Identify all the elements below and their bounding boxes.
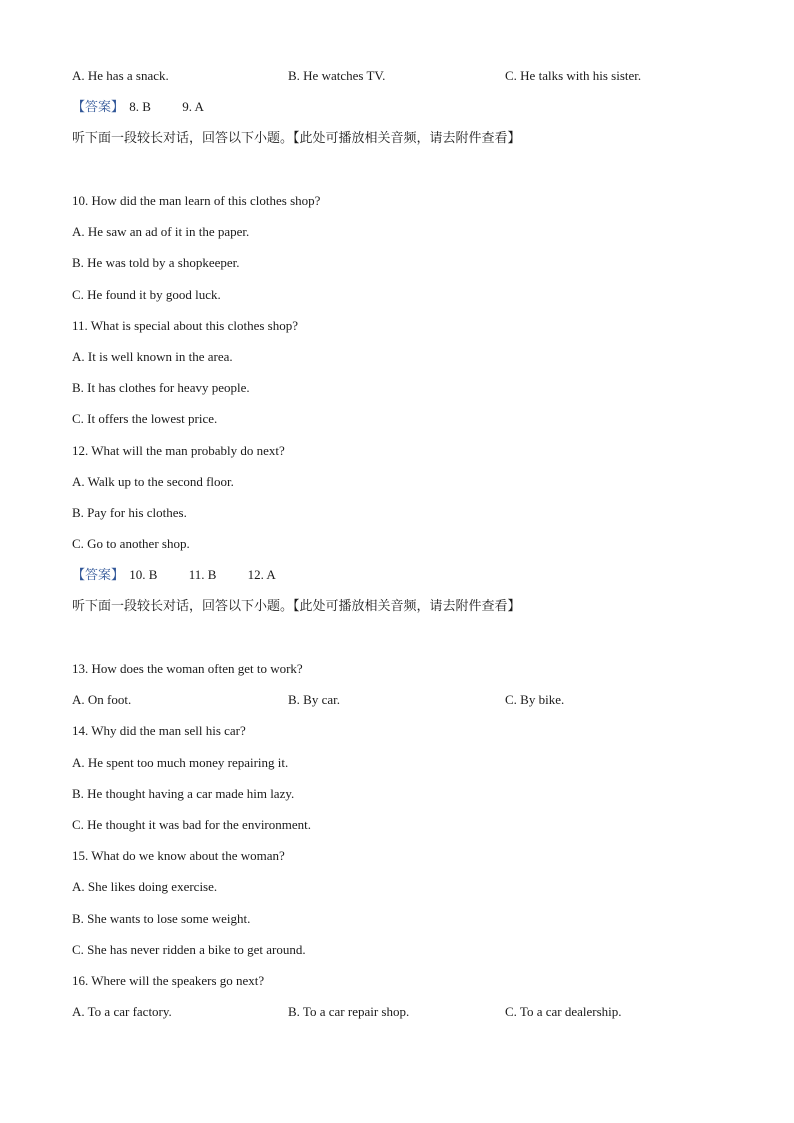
- q13-options: [72, 692, 732, 708]
- answer-value: 8. B: [129, 99, 151, 114]
- q10-option-a: A. He saw an ad of it in the paper.: [72, 224, 250, 239]
- answer-value: 11. B: [188, 567, 217, 582]
- q9-option-b: B. He watches TV.: [288, 68, 386, 83]
- answer-tag: 【答案】: [72, 100, 125, 115]
- q14-option-a: A. He spent too much money repairing it.: [72, 755, 289, 770]
- q16-option-a: A. To a car factory.: [72, 1004, 172, 1019]
- q10-option-c: C. He found it by good luck.: [72, 287, 221, 302]
- question-16: 16. Where will the speakers go next?: [72, 973, 265, 988]
- question-13: 13. How does the woman often get to work?: [72, 661, 303, 676]
- q11-option-b: B. It has clothes for heavy people.: [72, 380, 250, 395]
- q10-option-b: B. He was told by a shopkeeper.: [72, 255, 240, 270]
- q11-option-c: C. It offers the lowest price.: [72, 411, 218, 426]
- question-15: 15. What do we know about the woman?: [72, 848, 285, 863]
- q14-option-c: C. He thought it was bad for the environment.: [72, 817, 312, 832]
- q12-option-b: B. Pay for his clothes.: [72, 505, 187, 520]
- q14-option-b: B. He thought having a car made him lazy.: [72, 786, 295, 801]
- q13-option-a: A. On foot.: [72, 692, 132, 707]
- q16-options: [72, 1004, 732, 1020]
- question-10: 10. How did the man learn of this clothes shop?: [72, 193, 321, 208]
- q12-option-a: A. Walk up to the second floor.: [72, 474, 234, 489]
- q9-option-a: A. He has a snack.: [72, 68, 169, 83]
- listening-instruction: 听下面一段较长对话，回答以下小题。【此处可播放相关音频，请去附件查看】: [72, 599, 521, 614]
- q9-option-c: C. He talks with his sister.: [505, 68, 642, 83]
- q16-option-c: C. To a car dealership.: [505, 1004, 622, 1019]
- q16-option-b: B. To a car repair shop.: [288, 1004, 410, 1019]
- answer-value: 10. B: [129, 567, 158, 582]
- answer-1: [72, 99, 204, 116]
- question-11: 11. What is special about this clothes shop?: [72, 318, 299, 333]
- question-12: 12. What will the man probably do next?: [72, 443, 285, 458]
- q15-option-a: A. She likes doing exercise.: [72, 879, 218, 894]
- q13-option-c: C. By bike.: [505, 692, 565, 707]
- q13-option-b: B. By car.: [288, 692, 340, 707]
- answer-value: 12. A: [247, 567, 276, 582]
- q9-options: [72, 68, 732, 84]
- q15-option-c: C. She has never ridden a bike to get around.: [72, 942, 306, 957]
- answer-value: 9. A: [182, 99, 204, 114]
- q11-option-a: A. It is well known in the area.: [72, 349, 233, 364]
- answer-tag: 【答案】: [72, 568, 125, 583]
- listening-instruction: 听下面一段较长对话，回答以下小题。【此处可播放相关音频，请去附件查看】: [72, 131, 521, 146]
- q12-option-c: C. Go to another shop.: [72, 536, 190, 551]
- question-14: 14. Why did the man sell his car?: [72, 723, 246, 738]
- answer-2: [72, 567, 276, 584]
- q15-option-b: B. She wants to lose some weight.: [72, 911, 251, 926]
